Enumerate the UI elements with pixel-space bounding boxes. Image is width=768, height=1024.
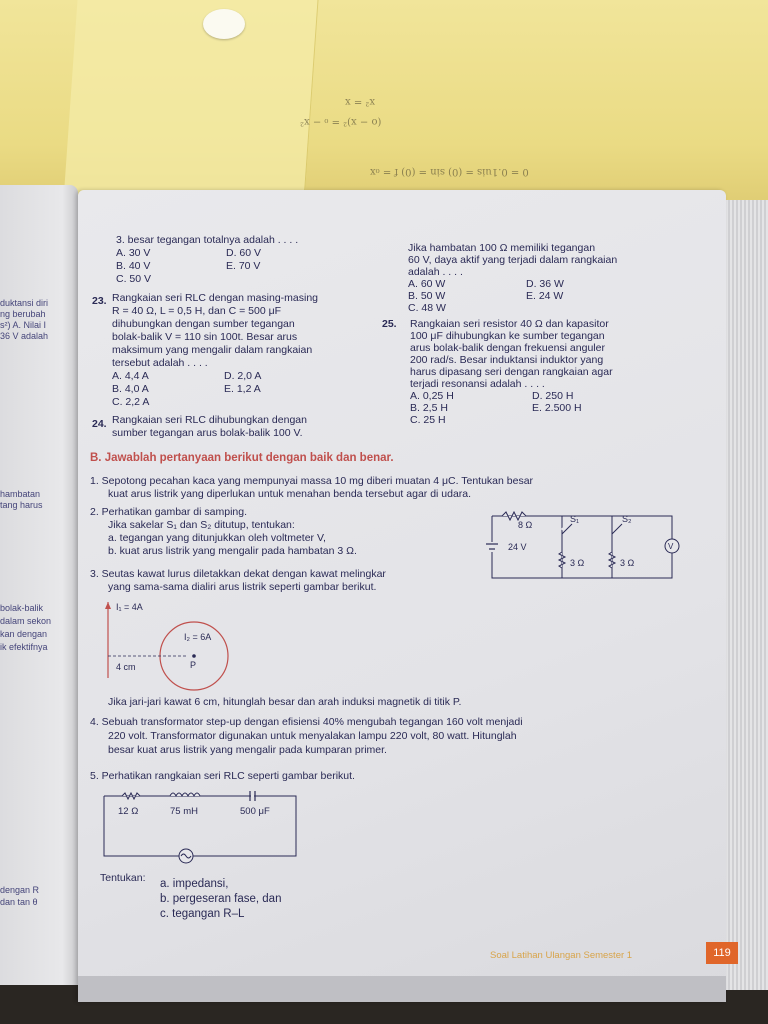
- answer-option: C. 2,2 A: [112, 396, 150, 408]
- left-page-fragment: 36 V adalah: [0, 331, 49, 341]
- voltmeter-label: V: [668, 542, 674, 551]
- resistor-label: 3 Ω: [570, 558, 585, 568]
- left-page-fragment: dalam sekon: [0, 616, 52, 626]
- answer-option: E. 70 V: [226, 260, 261, 272]
- answer-option: D. 2,0 A: [224, 370, 262, 382]
- question-line: 3. Seutas kawat lurus diletakkan dekat dengan kawat melingkar: [90, 568, 386, 580]
- question-stem: 3. besar tegangan totalnya adalah . . . .: [116, 234, 299, 246]
- question-line: Rangkaian seri RLC dihubungkan dengan: [112, 414, 307, 426]
- question-line: yang sama-sama dialiri arus listrik seperti gambar berikut.: [108, 581, 377, 593]
- switch-symbol: [612, 524, 622, 534]
- question-line: arus bolak-balik dengan frekuensi anguler: [410, 342, 605, 354]
- answer-option: D. 60 V: [226, 247, 262, 259]
- question-number: 24.: [92, 418, 107, 430]
- question-line: adalah . . . .: [408, 266, 463, 278]
- plastic-folder: [62, 0, 318, 215]
- left-page: [0, 185, 78, 985]
- question-line: Rangkaian seri resistor 40 Ω dan kapasitor: [410, 318, 609, 330]
- answer-option: E. 2.500 H: [532, 402, 582, 414]
- resistor-symbol: [122, 793, 140, 799]
- left-page-fragment: tang harus: [0, 500, 43, 510]
- answer-option: B. 40 V: [116, 260, 151, 272]
- left-page-fragment: ng berubah: [0, 309, 46, 319]
- question-line: 200 rad/s. Besar induktansi induktor yang: [410, 354, 604, 366]
- question-line: Rangkaian seri RLC dengan masing-masing: [112, 292, 319, 304]
- left-page-fragment: duktansi diri: [0, 298, 49, 308]
- question-line: 4. Sebuah transformator step-up dengan efisiensi 40% mengubah tegangan 160 volt menjadi: [90, 716, 523, 728]
- question-line: tersebut adalah . . . .: [112, 357, 208, 369]
- question-line: sumber tegangan arus bolak-balik 100 V.: [112, 427, 303, 439]
- inductor-symbol: [170, 793, 200, 796]
- list-item: c. tegangan R–L: [160, 908, 245, 920]
- answer-option: A. 30 V: [116, 247, 151, 259]
- answer-option: D. 36 W: [526, 278, 564, 290]
- question-line: 2. Perhatikan gambar di samping.: [90, 506, 248, 518]
- answer-option: C. 50 V: [116, 273, 152, 285]
- resistor-symbol: [559, 552, 565, 568]
- rlc-circuit-diagram: [100, 788, 304, 864]
- wire-loop-diagram: [102, 598, 242, 690]
- answer-option: A. 0,25 H: [410, 390, 454, 402]
- answer-option: A. 4,4 A: [112, 370, 149, 382]
- question-line: 100 μF dihubungkan ke sumber tegangan: [410, 330, 605, 342]
- page-bottom-edge: [78, 976, 726, 1002]
- background-text: x² = x: [345, 96, 376, 107]
- question-line: 1. Sepotong pecahan kaca yang mempunyai massa 10 mg diberi muatan 4 μC. Tentukan besar: [90, 475, 534, 487]
- resistor-label: 3 Ω: [620, 558, 635, 568]
- list-item: b. pergeseran fase, dan: [160, 893, 282, 905]
- question-line: kuat arus listrik yang diperlukan untuk menahan benda tersebut agar di udara.: [108, 488, 472, 500]
- answer-option: B. 50 W: [408, 290, 446, 302]
- question-line: harus dipasang seri dengan rangkaian agar: [410, 366, 613, 378]
- capacitor-label: 500 μF: [240, 806, 270, 817]
- left-page-fragment: kan dengan: [0, 629, 48, 639]
- textbook-page: [78, 190, 731, 1002]
- switch-label: S₂: [622, 514, 632, 524]
- left-page-fragment: dan tan θ: [0, 897, 38, 907]
- answer-option: D. 250 H: [532, 390, 574, 402]
- question-number: 23.: [92, 295, 107, 307]
- resistor-symbol: [609, 552, 615, 568]
- answer-option: A. 60 W: [408, 278, 446, 290]
- question-line: bolak-balik V = 110 sin 100t. Besar arus: [112, 331, 298, 343]
- answer-option: E. 24 W: [526, 290, 564, 302]
- question-line: R = 40 Ω, L = 0,5 H, dan C = 500 μF: [112, 305, 282, 317]
- resistor-label: 12 Ω: [118, 806, 139, 817]
- emf-label: 24 V: [508, 542, 527, 552]
- list-item: a. impedansi,: [160, 878, 229, 890]
- question-line: besar kuat arus listrik yang mengalir pada kumparan primer.: [108, 744, 387, 756]
- answer-option: C. 48 W: [408, 302, 446, 314]
- question-line: 220 volt. Transformator digunakan untuk menyalakan lampu 220 volt, 80 watt. Hitunglah: [108, 730, 517, 742]
- switch-label: S₁: [570, 514, 580, 524]
- footer-title: Soal Latihan Ulangan Semester 1: [490, 950, 633, 961]
- prompt-label: Tentukan:: [100, 872, 146, 884]
- left-page-fragment: bolak-balik: [0, 603, 44, 613]
- current-arrow-icon: [105, 602, 111, 609]
- question-line: Jika jari-jari kawat 6 cm, hitunglah besar dan arah induksi magnetik di titik P.: [108, 696, 462, 708]
- answer-option: E. 1,2 A: [224, 383, 261, 395]
- answer-option: B. 4,0 A: [112, 383, 149, 395]
- left-page-fragment: ik efektifnya: [0, 642, 48, 652]
- current-label: I₁ = 4A: [116, 602, 143, 612]
- answer-option: B. 2,5 H: [410, 402, 448, 414]
- left-page-fragment: hambatan: [0, 489, 41, 499]
- page-number: 119: [706, 942, 738, 964]
- question-line: 60 V, daya aktif yang terjadi dalam rangkaian: [408, 254, 618, 266]
- question-number: 25.: [382, 318, 397, 330]
- resistor-symbol: [502, 512, 526, 520]
- left-page-fragment: dengan R: [0, 885, 40, 895]
- current-label: I₂ = 6A: [184, 632, 212, 642]
- point-label: P: [190, 660, 197, 670]
- question-line: terjadi resonansi adalah . . . .: [410, 378, 545, 390]
- question-line: maksimum yang mengalir dalam rangkaian: [112, 344, 313, 356]
- left-page-fragment: s²) A. Nilai I: [0, 320, 47, 330]
- question-line: a. tegangan yang ditunjukkan oleh voltmeter V,: [108, 532, 326, 544]
- question-line: dihubungkan dengan sumber tegangan: [112, 318, 295, 330]
- folder-hole: [203, 9, 245, 39]
- resistor-label: 8 Ω: [518, 520, 533, 530]
- circuit-diagram-switches: [482, 508, 692, 588]
- point-p-marker: [192, 654, 196, 658]
- question-line: Jika hambatan 100 Ω memiliki tegangan: [408, 242, 596, 254]
- page-edges: [720, 200, 768, 990]
- answer-option: C. 25 H: [410, 414, 446, 426]
- inductor-label: 75 mH: [170, 806, 198, 817]
- background-text: 0 = 0.1uis = (0) sin = (0) f = ₀x: [370, 166, 529, 177]
- question-line: b. kuat arus listrik yang mengalir pada hambatan 3 Ω.: [108, 545, 357, 557]
- section-heading: B. Jawablah pertanyaan berikut dengan baik dan benar.: [90, 452, 394, 464]
- question-line: Jika sakelar S₁ dan S₂ ditutup, tentukan:: [108, 519, 295, 531]
- background-text: (o − x)² = ₀ − x²: [300, 116, 382, 127]
- distance-label: 4 cm: [116, 662, 136, 672]
- question-line: 5. Perhatikan rangkaian seri RLC seperti gambar berikut.: [90, 770, 355, 782]
